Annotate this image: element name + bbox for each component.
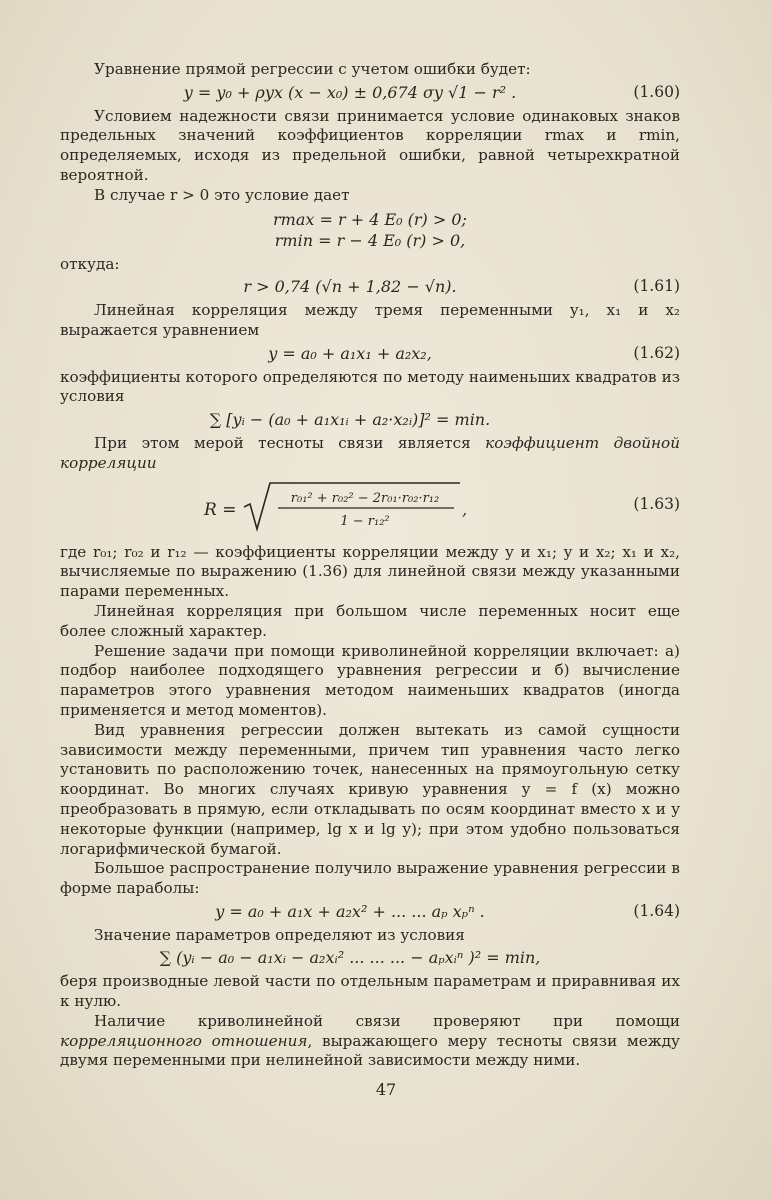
equation-1-63 <box>60 477 680 539</box>
equation-body: rmax = r + 4 E₀ (r) > 0; <box>273 209 467 229</box>
emphasis-term: корреляционного отношения <box>60 1031 308 1050</box>
equation-number: (1.60) <box>633 82 680 101</box>
paragraph-text: Наличие криволинейной связи проверяют при помощи <box>94 1011 680 1030</box>
paragraph: беря производные левой части по отдельным параметрам и приравнивая их к нулю. <box>60 972 680 1011</box>
paragraph <box>60 1012 680 1071</box>
fraction-radical <box>160 477 540 539</box>
paragraph: В случае r > 0 это условие дает <box>94 185 350 204</box>
equation-body: ∑ (yᵢ − a₀ − a₁xᵢ − a₂xᵢ² ... ... ... − aₚxᵢⁿ )² = min, <box>159 948 541 968</box>
equation-rmax <box>100 209 680 230</box>
paragraph: Условием надежности связи принимается условие одинаковых знаков предельных значений коэффициентов корреляции rmax и rmin, определяемых, исходя из предельной ошибки, равной четырехкратной вероятной. <box>60 106 680 184</box>
paragraph: Значение параметров определяют из условия <box>94 925 465 944</box>
equation-1-60 <box>60 83 680 103</box>
emphasis-term: коэффициент двойной корреляции <box>60 433 680 472</box>
paragraph-text: , выражающего меру тесноты связи между двумя переменными при нелинейной зависимости между ними. <box>60 1031 680 1070</box>
paragraph-text: При этом мерой тесноты связи является <box>94 433 486 452</box>
paragraph: Большое распространение получило выражение уравнения регрессии в форме параболы: <box>60 859 680 898</box>
equation-tail: , <box>462 499 468 519</box>
paragraph: Уравнение прямой регрессии с учетом ошибки будет: <box>94 60 531 78</box>
equation-number: (1.62) <box>633 343 680 362</box>
equation-number: (1.61) <box>633 277 680 296</box>
paragraph: Линейная корреляция между тремя переменными y₁, x₁ и x₂ выражается уравнением <box>60 301 680 339</box>
paragraph: откуда: <box>60 254 120 273</box>
equation-body: y = y₀ + ρyx (x − x₀) ± 0,674 σy √1 − r² . <box>183 82 517 102</box>
equation-number: (1.63) <box>633 494 680 513</box>
equation-body: y = a₀ + a₁x₁ + a₂x₂, <box>268 343 432 363</box>
equation-body: y = a₀ + a₁x + a₂x² + ... ... aₚ xₚⁿ . <box>215 901 485 921</box>
paragraph <box>60 434 680 474</box>
paragraph: коэффициенты которого определяются по методу наименьших квадратов из условия <box>60 367 680 406</box>
equation-body: r > 0,74 (√n + 1,82 − √n). <box>243 277 457 297</box>
equation-least-squares <box>60 410 680 430</box>
paragraph: Линейная корреляция при большом числе переменных носит еще более сложный характер. <box>60 601 680 640</box>
text-column <box>60 60 680 1071</box>
equation-1-62 <box>60 344 680 364</box>
equation-parameters-min <box>60 948 680 968</box>
equation-1-64 <box>60 902 680 922</box>
page-number: 47 <box>375 1080 397 1099</box>
paragraph: где r₀₁; r₀₂ и r₁₂ — коэффициенты корреляции между y и x₁; y и x₂; x₁ и x₂, вычисляемые по выражению (1.36) для линейной связи между указанными парами переменных. <box>60 542 680 601</box>
equation-rmin <box>100 230 680 251</box>
equation-1-61 <box>60 277 680 297</box>
paragraph: Решение задачи при помощи криволинейной корреляции включает: а) подбор наиболее подходящего уравнения регрессии и б) вычисление параметров этого уравнения методом наименьших квадратов (иногда применяется и метод моментов). <box>60 641 680 719</box>
equation-body: ∑ [yᵢ − (a₀ + a₁x₁ᵢ + a₂·x₂ᵢ)]² = min. <box>209 410 491 430</box>
equation-lhs: R = <box>204 499 237 520</box>
equation-number: (1.64) <box>633 901 680 920</box>
fraction-numerator: r₀₁² + r₀₂² − 2r₀₁·r₀₂·r₁₂ <box>290 490 440 506</box>
paragraph: Вид уравнения регрессии должен вытекать из самой сущности зависимости между переменными, причем тип уравнения часто легко установить по расположению точек, нанесенных на прямоугольную сетку координат. Во многих случаях кривую уравнения y = f (x) можно преобразовать в прямую, если откладывать по осям координат вместо x и y некоторые функции (например, lg x и lg y); при этом удобно пользоваться логарифмической бумагой. <box>60 720 680 858</box>
fraction-denominator: 1 − r₁₂² <box>340 513 390 529</box>
equation-body: rmin = r − 4 E₀ (r) > 0, <box>274 230 466 250</box>
